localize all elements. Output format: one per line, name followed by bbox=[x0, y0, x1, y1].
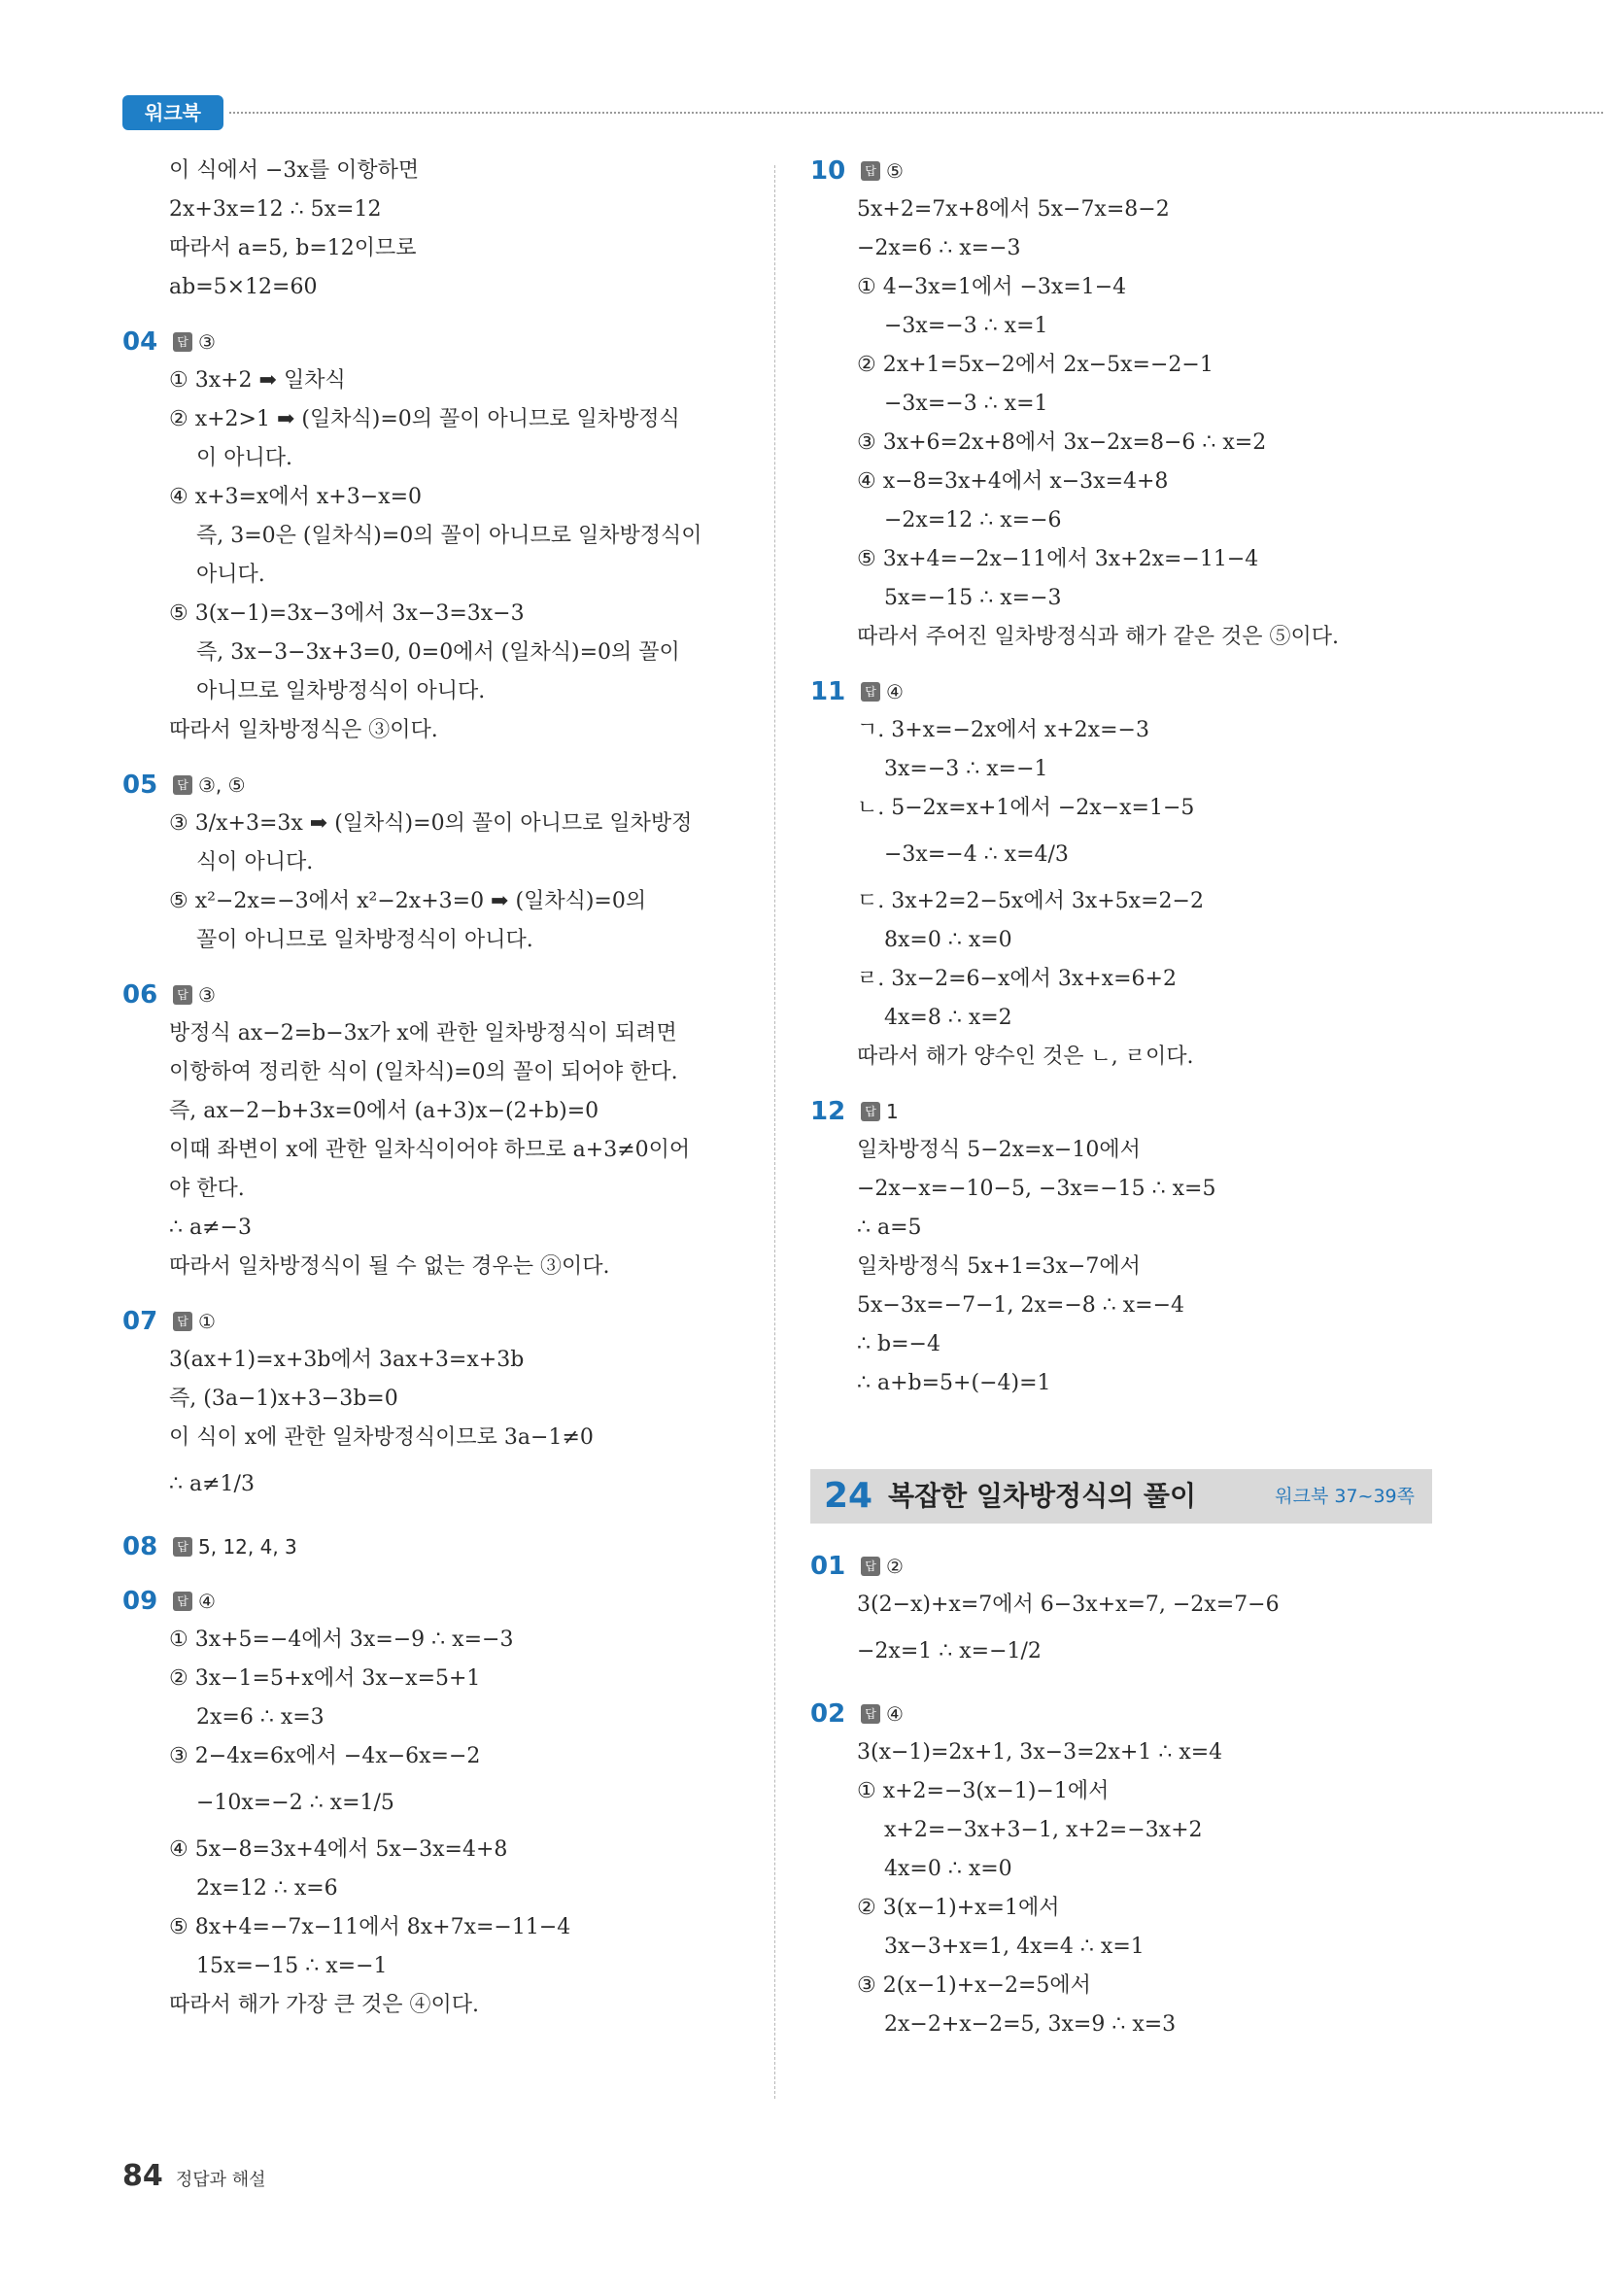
left-column bbox=[122, 152, 744, 2040]
answer-icon: 답 bbox=[861, 161, 880, 181]
solution-line: 이항하여 정리한 식이 (일차식)=0의 꼴이 되어야 한다. bbox=[169, 1060, 678, 1084]
problem-01 bbox=[810, 1547, 1442, 1695]
solution-line: ㄹ. 3x−2=6−x에서 3x+x=6+2 bbox=[857, 967, 1177, 991]
solution-line: ∴ a≠1/3 bbox=[169, 1472, 255, 1496]
solution-line: ② 2x+1=5x−2에서 2x−5x=−2−1 bbox=[857, 353, 1214, 377]
solution-line: 이때 좌변이 x에 관한 일차식이어야 하므로 a+3≠0이어 bbox=[169, 1138, 691, 1162]
answer bbox=[173, 1302, 216, 1341]
solution-line: ab=5×12=60 bbox=[169, 275, 318, 299]
solution-line: ③ 2(x−1)+x−2=5에서 bbox=[857, 1973, 1091, 1998]
solution-line: 식이 아니다. bbox=[196, 850, 314, 874]
section-number: 24 bbox=[824, 1476, 873, 1516]
solution-line: 2x=6 ∴ x=3 bbox=[196, 1705, 325, 1730]
solution-line: 즉, ax−2−b+3x=0에서 (a+3)x−(2+b)=0 bbox=[169, 1099, 599, 1123]
answer-icon: 답 bbox=[173, 1312, 192, 1331]
header-divider bbox=[229, 112, 1603, 114]
answer bbox=[861, 1547, 904, 1586]
problem-number: 10 bbox=[810, 156, 846, 186]
problem-06 bbox=[122, 976, 744, 1302]
solution-line: −2x=12 ∴ x=−6 bbox=[884, 508, 1062, 532]
section-reference: 워크북 37~39쪽 bbox=[1275, 1486, 1415, 1507]
problem-07 bbox=[122, 1302, 744, 1527]
solution-line: ∴ a+b=5+(−4)=1 bbox=[857, 1371, 1051, 1395]
solution-line: ② 3(x−1)+x=1에서 bbox=[857, 1896, 1060, 1920]
solution-line: 2x=12 ∴ x=6 bbox=[196, 1876, 338, 1901]
solution-line: ③ 3/x+3=3x ➡ (일차식)=0의 꼴이 아니므로 일차방정 bbox=[169, 811, 693, 836]
solution-line: ∴ b=−4 bbox=[857, 1332, 940, 1356]
solution-line: 즉, (3a−1)x+3−3b=0 bbox=[169, 1387, 398, 1411]
problem-number: 09 bbox=[122, 1587, 158, 1616]
problem-number: 12 bbox=[810, 1097, 846, 1126]
answer-value: ③, ⑤ bbox=[198, 773, 246, 797]
solution-line: 이 식에서 −3x를 이항하면 bbox=[169, 158, 420, 183]
solution-line: 즉, 3=0은 (일차식)=0의 꼴이 아니므로 일차방정식이 bbox=[196, 524, 702, 548]
problem-05 bbox=[122, 766, 744, 976]
page-number: 84 bbox=[122, 2159, 163, 2193]
answer bbox=[861, 672, 904, 711]
answer bbox=[861, 1092, 899, 1131]
problem-09 bbox=[122, 1582, 744, 2040]
answer bbox=[861, 1695, 904, 1733]
solution-line: 15x=−15 ∴ x=−1 bbox=[196, 1954, 388, 1978]
solution-line: ⑤ 8x+4=−7x−11에서 8x+7x=−11−4 bbox=[169, 1915, 571, 1939]
solution-line: ④ x−8=3x+4에서 x−3x=4+8 bbox=[857, 469, 1169, 494]
answer-value: ② bbox=[886, 1555, 904, 1578]
solution-line: ③ 3x+6=2x+8에서 3x−2x=8−6 ∴ x=2 bbox=[857, 430, 1267, 455]
solution-line: 따라서 a=5, b=12이므로 bbox=[169, 236, 417, 260]
solution-line: ② 3x−1=5+x에서 3x−x=5+1 bbox=[169, 1666, 481, 1691]
footer-title: 정답과 해설 bbox=[175, 2170, 266, 2190]
solution-line: −2x=6 ∴ x=−3 bbox=[857, 236, 1021, 260]
solution-line: 꼴이 아니므로 일차방정식이 아니다. bbox=[196, 928, 533, 952]
solution-line: ㄴ. 5−2x=x+1에서 −2x−x=1−5 bbox=[857, 796, 1195, 820]
solution-line: 따라서 해가 양수인 것은 ㄴ, ㄹ이다. bbox=[857, 1045, 1194, 1069]
solution-line: 즉, 3x−3−3x+3=0, 0=0에서 (일차식)=0의 꼴이 bbox=[196, 640, 680, 665]
solution-line: 5x−3x=−7−1, 2x=−8 ∴ x=−4 bbox=[857, 1293, 1185, 1318]
solution-line: −3x=−3 ∴ x=1 bbox=[884, 392, 1048, 416]
solution-line: 따라서 일차방정식이 될 수 없는 경우는 ③이다. bbox=[169, 1254, 610, 1279]
answer bbox=[861, 152, 904, 190]
solution-line: 4x=0 ∴ x=0 bbox=[884, 1857, 1012, 1881]
problem-number: 08 bbox=[122, 1532, 158, 1561]
solution-line: ④ x+3=x에서 x+3−x=0 bbox=[169, 485, 423, 509]
answer-value: 1 bbox=[886, 1100, 899, 1123]
answer-icon: 답 bbox=[861, 1102, 880, 1121]
answer-value: ④ bbox=[886, 680, 904, 703]
solution-line: 3x=−3 ∴ x=−1 bbox=[884, 757, 1048, 781]
problem-11 bbox=[810, 672, 1442, 1092]
solution-line: 3(2−x)+x=7에서 6−3x+x=7, −2x=7−6 bbox=[857, 1593, 1280, 1617]
problem-continued bbox=[122, 152, 744, 323]
solution-line: 따라서 해가 가장 큰 것은 ④이다. bbox=[169, 1993, 479, 2017]
problem-number: 11 bbox=[810, 677, 846, 706]
answer bbox=[173, 1582, 216, 1621]
solution-line: 4x=8 ∴ x=2 bbox=[884, 1006, 1012, 1030]
solution-line: ① 3x+5=−4에서 3x=−9 ∴ x=−3 bbox=[169, 1628, 514, 1652]
answer-value: ④ bbox=[886, 1702, 904, 1726]
solution-line: 2x−2+x−2=5, 3x=9 ∴ x=3 bbox=[884, 2012, 1177, 2037]
solution-line: 따라서 일차방정식은 ③이다. bbox=[169, 718, 438, 742]
answer-icon: 답 bbox=[173, 1537, 192, 1557]
workbook-tag: 워크북 bbox=[122, 95, 223, 130]
answer-value: ③ bbox=[198, 330, 216, 354]
answer-icon: 답 bbox=[173, 332, 192, 352]
page-footer bbox=[122, 2159, 266, 2193]
problem-10 bbox=[810, 152, 1442, 672]
solution-line: 3(x−1)=2x+1, 3x−3=2x+1 ∴ x=4 bbox=[857, 1740, 1223, 1765]
problem-number: 04 bbox=[122, 327, 158, 357]
answer-value: ① bbox=[198, 1310, 216, 1333]
problem-number: 05 bbox=[122, 771, 158, 800]
solution-line: 3(ax+1)=x+3b에서 3ax+3=x+3b bbox=[169, 1348, 525, 1372]
solution-line: 일차방정식 5−2x=x−10에서 bbox=[857, 1138, 1141, 1162]
answer-value: ④ bbox=[198, 1590, 216, 1613]
section-title: 복잡한 일차방정식의 풀이 bbox=[888, 1480, 1197, 1512]
solution-line: −10x=−2 ∴ x=1/5 bbox=[196, 1791, 394, 1815]
solution-line: ⑤ 3(x−1)=3x−3에서 3x−3=3x−3 bbox=[169, 601, 525, 626]
solution-line: ㄱ. 3+x=−2x에서 x+2x=−3 bbox=[857, 718, 1149, 742]
solution-line: ⑤ 3x+4=−2x−11에서 3x+2x=−11−4 bbox=[857, 547, 1259, 571]
problem-number: 01 bbox=[810, 1552, 846, 1581]
solution-line: ∴ a=5 bbox=[857, 1216, 922, 1240]
right-column bbox=[810, 152, 1442, 2060]
solution-line: 방정식 ax−2=b−3x가 x에 관한 일차방정식이 되려면 bbox=[169, 1021, 677, 1045]
answer bbox=[173, 976, 216, 1014]
problem-number: 06 bbox=[122, 980, 158, 1010]
answer-icon: 답 bbox=[173, 775, 192, 795]
solution-line: 야 한다. bbox=[169, 1177, 245, 1201]
solution-line: 따라서 주어진 일차방정식과 해가 같은 것은 ⑤이다. bbox=[857, 625, 1339, 649]
solution-line: 일차방정식 5x+1=3x−7에서 bbox=[857, 1254, 1141, 1279]
solution-line: −2x=1 ∴ x=−1/2 bbox=[857, 1639, 1042, 1663]
solution-line: x+2=−3x+3−1, x+2=−3x+2 bbox=[884, 1818, 1203, 1842]
solution-line: ㄷ. 3x+2=2−5x에서 3x+5x=2−2 bbox=[857, 889, 1204, 913]
answer bbox=[173, 1527, 297, 1566]
solution-line: ① x+2=−3(x−1)−1에서 bbox=[857, 1779, 1110, 1803]
problem-number: 02 bbox=[810, 1699, 846, 1729]
solution-line: ④ 5x−8=3x+4에서 5x−3x=4+8 bbox=[169, 1837, 508, 1862]
solution-line: ① 4−3x=1에서 −3x=1−4 bbox=[857, 275, 1127, 299]
answer bbox=[173, 323, 216, 361]
column-divider bbox=[774, 165, 775, 2099]
solution-line: 5x=−15 ∴ x=−3 bbox=[884, 586, 1062, 610]
answer-value: ③ bbox=[198, 983, 216, 1007]
answer-icon: 답 bbox=[861, 1704, 880, 1724]
solution-line: 3x−3+x=1, 4x=4 ∴ x=1 bbox=[884, 1935, 1145, 1959]
problem-04 bbox=[122, 323, 744, 766]
solution-line: 이 아니다. bbox=[196, 446, 292, 470]
solution-line: 아니므로 일차방정식이 아니다. bbox=[196, 679, 486, 703]
problem-02 bbox=[810, 1695, 1442, 2060]
solution-line: ③ 2−4x=6x에서 −4x−6x=−2 bbox=[169, 1744, 481, 1768]
answer-icon: 답 bbox=[173, 985, 192, 1005]
solution-line: 8x=0 ∴ x=0 bbox=[884, 928, 1012, 952]
solution-line: −2x−x=−10−5, −3x=−15 ∴ x=5 bbox=[857, 1177, 1216, 1201]
answer-value: 5, 12, 4, 3 bbox=[198, 1535, 297, 1559]
answer-icon: 답 bbox=[861, 1557, 880, 1576]
answer-icon: 답 bbox=[861, 682, 880, 702]
solution-line: ② x+2>1 ➡ (일차식)=0의 꼴이 아니므로 일차방정식 bbox=[169, 407, 680, 431]
answer bbox=[173, 766, 246, 805]
solution-line: ∴ a≠−3 bbox=[169, 1216, 252, 1240]
solution-line: −3x=−3 ∴ x=1 bbox=[884, 314, 1048, 338]
solution-line: 2x+3x=12 ∴ 5x=12 bbox=[169, 197, 382, 222]
solution-line: ① 3x+2 ➡ 일차식 bbox=[169, 368, 346, 393]
solution-line: 5x+2=7x+8에서 5x−7x=8−2 bbox=[857, 197, 1170, 222]
problem-number: 07 bbox=[122, 1307, 158, 1336]
problem-12 bbox=[810, 1092, 1442, 1419]
answer-value: ⑤ bbox=[886, 159, 904, 183]
solution-line: 아니다. bbox=[196, 563, 265, 587]
solution-line: 이 식이 x에 관한 일차방정식이므로 3a−1≠0 bbox=[169, 1425, 594, 1450]
solution-line: ⑤ x²−2x=−3에서 x²−2x+3=0 ➡ (일차식)=0의 bbox=[169, 889, 647, 913]
answer-icon: 답 bbox=[173, 1592, 192, 1611]
problem-08 bbox=[122, 1527, 744, 1582]
section-header bbox=[810, 1469, 1432, 1524]
solution-line: −3x=−4 ∴ x=4/3 bbox=[884, 842, 1069, 867]
